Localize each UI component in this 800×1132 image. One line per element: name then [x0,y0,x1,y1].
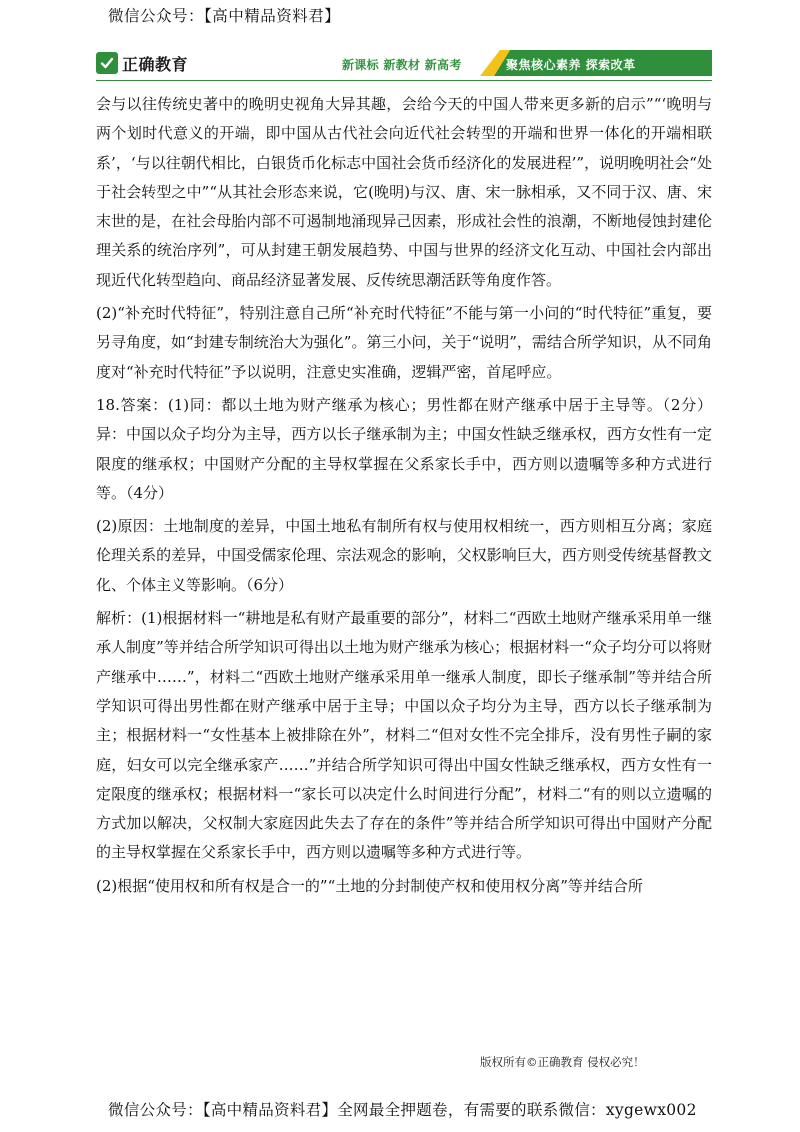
checkmark-icon [96,52,118,74]
paragraph: 18.答案：(1)同：都以土地为财产继承为核心；男性都在财产继承中居于主导等。（2分）异：中国以众子均分为主导，西方以长子继承制为主；中国女性缺乏继承权，西方女性有一定限度的继承权；中国财产分配的主导权掌握在父系家长手中，西方则以遗嘱等多种方式进行等。（4分） [96,395,712,502]
brand-logo [96,50,188,76]
paragraph: (2)根据“使用权和所有权是合一的”“土地的分封制使产权和使用权分离”等并结合所 [96,876,643,895]
header-divider [96,80,712,81]
page-header [96,50,712,80]
slogan-left: 新课标 新教材 新高考 [342,58,462,72]
brand-name: 正确教育 [122,54,189,74]
top-wechat-banner: 微信公众号：【高中精品资料君】 [108,7,341,25]
copyright-notice: 版权所有©正确教育 侵权必究！ [480,1055,645,1069]
answer-content [96,90,712,901]
paragraph: (2)原因：土地制度的差异，中国土地私有制所有权与使用权相统一，西方则相互分离；家庭伦理关系的差异，中国受儒家伦理、宗法观念的影响，父权影响巨大，西方则受传统基督教文化、个体主义等影响。（6分） [96,517,712,594]
paragraph: 会与以往传统史著中的晚明史视角大异其趣，会给今天的中国人带来更多新的启示”“‘晚明与两个划时代意义的开端，即中国从古代社会向近代社会转型的开端和世界一体化的开端相联系’，‘与以往朝代相比，白银货币化标志中国社会货币经济化的发展进程’”，说明晚明社会“处于社会转型之中”“从其社会形态来说，它(晚明)与汉、唐、宋一脉相承，又不同于汉、唐、宋末世的是，在社会母胎内部不可遏制地涌现异己因素，形成社会性的浪潮，不断地侵蚀封建伦理关系的统治序列”，可从封建王朝发展趋势、中国与世界的经济文化互动、中国社会内部出现近代化转型趋向、商品经济显著发展、反传统思潮活跃等角度作答。 [96,95,712,289]
paragraph: 解析：(1)根据材料一“耕地是私有财产最重要的部分”，材料二“西欧土地财产继承采用单一继承人制度”等并结合所学知识可得出以土地为财产继承为核心；根据材料一“众子均分可以将财产继承中……”，材料二“西欧土地财产继承采用单一继承人制度，即长子继承制”等并结合所学知识可得出男性都在财产继承中居于主导；中国以众子均分为主导，西方以长子继承制为主；根据材料一“女性基本上被排除在外”，材料二“但对女性不完全排斥，没有男性子嗣的家庭，妇女可以完全继承家产……”并结合所学知识可得出中国女性缺乏继承权，西方女性有一定限度的继承权；根据材料一“家长可以决定什么时间进行分配”，材料二“有的则以立遗嘱的方式加以解决，父权制大家庭因此失去了存在的条件”等并结合所学知识可得出中国财产分配的主导权掌握在父系家长手中，西方则以遗嘱等多种方式进行等。 [96,609,712,862]
paragraph: (2)“补充时代特征”，特别注意自己所“补充时代特征”不能与第一小问的“时代特征”重复，要另寻角度，如“封建专制统治大为强化”。第三小问，关于“说明”，需结合所学知识，从不同角度对“补充时代特征”予以说明，注意史实准确，逻辑严密，首尾呼应。 [96,304,712,381]
slogan-right: 聚焦核心素养 探索改革 [506,58,636,72]
bottom-wechat-banner: 微信公众号：【高中精品资料君】全网最全押题卷，有需要的联系微信：xygewx002 [108,1101,697,1119]
